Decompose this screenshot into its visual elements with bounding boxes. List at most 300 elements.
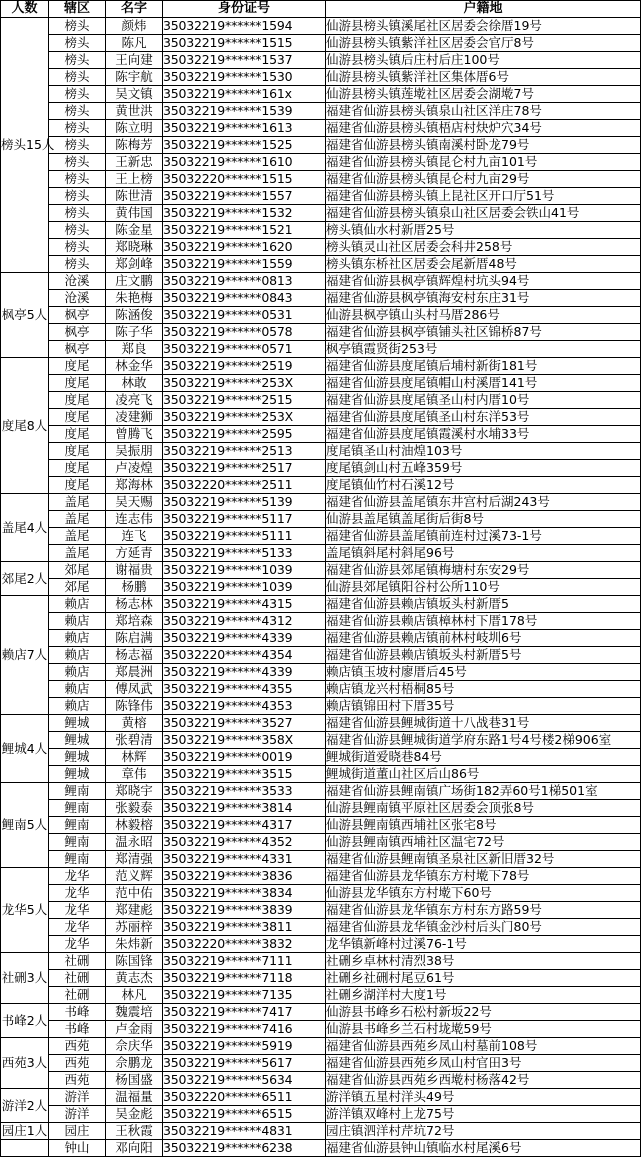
district-cell: 榜头 [49, 86, 106, 103]
district-cell: 度尾 [49, 426, 106, 443]
table-row [1, 392, 641, 409]
district-cell: 郊尾 [49, 579, 106, 596]
table-row [1, 902, 641, 919]
id-number-cell: 35032219******1613 [163, 120, 326, 137]
district-cell: 枫亭 [49, 324, 106, 341]
id-number-cell: 35032219******6515 [163, 1106, 326, 1123]
name-cell: 郑建彪 [106, 902, 163, 919]
id-number-cell: 35032219******2513 [163, 443, 326, 460]
table-row [1, 154, 641, 171]
name-cell: 陈子华 [106, 324, 163, 341]
table-row [1, 766, 641, 783]
id-number-cell: 35032219******1594 [163, 18, 326, 35]
table-row [1, 1055, 641, 1072]
table-row [1, 1021, 641, 1038]
district-cell: 鲤南 [49, 800, 106, 817]
table-row [1, 936, 641, 953]
district-cell: 榜头 [49, 103, 106, 120]
table-row [1, 749, 641, 766]
name-cell: 陈梅芳 [106, 137, 163, 154]
group-count-cell: 郊尾2人 [1, 562, 49, 596]
id-number-cell: 35032219******0531 [163, 307, 326, 324]
name-cell: 颜炜 [106, 18, 163, 35]
id-number-cell: 35032219******0019 [163, 749, 326, 766]
table-row [1, 528, 641, 545]
name-cell: 郑晓琳 [106, 239, 163, 256]
id-number-cell: 35032219******1521 [163, 222, 326, 239]
id-number-cell: 35032219******1532 [163, 205, 326, 222]
district-cell: 沧溪 [49, 273, 106, 290]
district-cell: 度尾 [49, 443, 106, 460]
address-cell: 福建省仙游县钟山镇临水村尾溪6号 [326, 1140, 641, 1157]
address-cell: 福建省仙游县赖店镇坂头村新厝5号 [326, 647, 641, 664]
district-cell: 西苑 [49, 1055, 106, 1072]
name-cell: 杨志福 [106, 647, 163, 664]
address-cell: 仙游县盖尾镇盖尾街后街8号 [326, 511, 641, 528]
name-cell: 杨鹏 [106, 579, 163, 596]
name-cell: 王向建 [106, 52, 163, 69]
address-cell: 赖店镇玉坡村廖厝后45号 [326, 664, 641, 681]
name-cell: 黄榕 [106, 715, 163, 732]
district-cell: 度尾 [49, 409, 106, 426]
name-cell: 陈锋伟 [106, 698, 163, 715]
table-row [1, 103, 641, 120]
table-row [1, 596, 641, 613]
district-cell: 鲤南 [49, 783, 106, 800]
district-cell: 榜头 [49, 239, 106, 256]
table-row [1, 35, 641, 52]
address-cell: 仙游县鲤南镇西埔社区温宅72号 [326, 834, 641, 851]
id-number-cell: 35032219******4317 [163, 817, 326, 834]
table-row [1, 1072, 641, 1089]
name-cell: 方延青 [106, 545, 163, 562]
district-cell: 赖店 [49, 664, 106, 681]
address-cell: 仙游县鲤南镇西埔社区张宅8号 [326, 817, 641, 834]
table-row [1, 1089, 641, 1106]
id-number-cell: 35032220******6511 [163, 1089, 326, 1106]
table-row [1, 273, 641, 290]
id-number-cell: 35032220******4354 [163, 647, 326, 664]
district-cell: 龙华 [49, 936, 106, 953]
district-cell: 度尾 [49, 392, 106, 409]
district-cell: 榜头 [49, 171, 106, 188]
name-cell: 卢金雨 [106, 1021, 163, 1038]
id-number-cell: 35032219******4331 [163, 851, 326, 868]
group-count-cell: 榜头15人 [1, 18, 49, 273]
name-cell: 邓向阳 [106, 1140, 163, 1157]
group-count-cell: 鲤城4人 [1, 715, 49, 783]
district-cell: 龙华 [49, 885, 106, 902]
header-district: 辖区 [49, 1, 106, 18]
name-cell: 林金华 [106, 358, 163, 375]
table-row [1, 341, 641, 358]
district-cell: 赖店 [49, 647, 106, 664]
district-cell: 盖尾 [49, 528, 106, 545]
id-number-cell: 35032219******5117 [163, 511, 326, 528]
name-cell: 杨志林 [106, 596, 163, 613]
id-number-cell: 35032219******253X [163, 375, 326, 392]
address-cell: 福建省仙游县枫亭镇铺头社区锦桥87号 [326, 324, 641, 341]
name-cell: 卢凌煌 [106, 460, 163, 477]
address-cell: 度尾镇圣山村油煌103号 [326, 443, 641, 460]
name-cell: 温永昭 [106, 834, 163, 851]
address-cell: 仙游县鲤南镇平原社区居委会顶张8号 [326, 800, 641, 817]
address-cell: 福建省仙游县榜头镇上昆社区开口厅51号 [326, 188, 641, 205]
district-cell: 榜头 [49, 69, 106, 86]
district-cell: 度尾 [49, 375, 106, 392]
id-number-cell: 35032220******3832 [163, 936, 326, 953]
table-row [1, 256, 641, 273]
address-cell: 榜头镇东桥社区居委会尾新厝48号 [326, 256, 641, 273]
name-cell: 连飞 [106, 528, 163, 545]
district-cell: 赖店 [49, 681, 106, 698]
address-cell: 仙游县榜头镇溪尾社区居委会徐厝19号 [326, 18, 641, 35]
table-row [1, 783, 641, 800]
id-number-cell: 35032219******4315 [163, 596, 326, 613]
name-cell: 张毅泰 [106, 800, 163, 817]
address-cell: 仙游县榜头镇紫洋社区居委会官厅8号 [326, 35, 641, 52]
name-cell: 谢福贵 [106, 562, 163, 579]
district-cell: 枫亭 [49, 307, 106, 324]
name-cell: 陈宇航 [106, 69, 163, 86]
address-cell: 榜头镇仙水村新厝25号 [326, 222, 641, 239]
address-cell: 福建省仙游县枫亭镇海安村东庄31号 [326, 290, 641, 307]
id-number-cell: 35032219******7417 [163, 1004, 326, 1021]
id-number-cell: 35032219******1039 [163, 579, 326, 596]
district-cell: 度尾 [49, 358, 106, 375]
table-row [1, 409, 641, 426]
district-cell: 书峰 [49, 1004, 106, 1021]
id-number-cell: 35032219******3811 [163, 919, 326, 936]
district-cell: 西苑 [49, 1038, 106, 1055]
id-number-cell: 35032219******2519 [163, 358, 326, 375]
name-cell: 陈国锋 [106, 953, 163, 970]
id-number-cell: 35032220******2511 [163, 477, 326, 494]
table-row [1, 834, 641, 851]
address-cell: 福建省仙游县枫亭镇辉煌村坑头94号 [326, 273, 641, 290]
group-count-cell: 龙华5人 [1, 868, 49, 953]
group-count-cell [1, 1140, 49, 1157]
address-cell: 仙游县书峰乡石松村新坂22号 [326, 1004, 641, 1021]
name-cell: 王上榜 [106, 171, 163, 188]
id-number-cell: 35032220******1515 [163, 171, 326, 188]
id-number-cell: 35032219******4339 [163, 630, 326, 647]
id-number-cell: 35032219******2517 [163, 460, 326, 477]
id-number-cell: 35032219******3515 [163, 766, 326, 783]
name-cell: 张碧清 [106, 732, 163, 749]
table-row [1, 630, 641, 647]
district-cell: 鲤城 [49, 732, 106, 749]
name-cell: 凌亮飞 [106, 392, 163, 409]
table-row [1, 579, 641, 596]
id-number-cell: 35032219******7135 [163, 987, 326, 1004]
table-row [1, 290, 641, 307]
address-cell: 仙游县枫亭镇山头村马厝286号 [326, 307, 641, 324]
name-cell: 林敢 [106, 375, 163, 392]
address-cell: 赖店镇龙兴村梧桐85号 [326, 681, 641, 698]
district-cell: 社硎 [49, 970, 106, 987]
group-count-cell: 枫亭5人 [1, 273, 49, 358]
address-cell: 仙游县榜头镇紫洋社区集体厝6号 [326, 69, 641, 86]
id-number-cell: 35032219******1525 [163, 137, 326, 154]
district-cell: 社硎 [49, 987, 106, 1004]
name-cell: 林凡 [106, 987, 163, 1004]
id-number-cell: 35032219******7416 [163, 1021, 326, 1038]
name-cell: 郑良 [106, 341, 163, 358]
address-cell: 福建省仙游县西苑乡西墘村杨落42号 [326, 1072, 641, 1089]
table-row [1, 205, 641, 222]
table-row [1, 477, 641, 494]
name-cell: 吴文镇 [106, 86, 163, 103]
district-cell: 鲤南 [49, 834, 106, 851]
name-cell: 陈凡 [106, 35, 163, 52]
header-name: 名字 [106, 1, 163, 18]
table-row [1, 868, 641, 885]
table-row [1, 52, 641, 69]
address-cell: 度尾镇仙竹村石溪12号 [326, 477, 641, 494]
name-cell: 章伟 [106, 766, 163, 783]
table-row [1, 1123, 641, 1140]
address-cell: 福建省仙游县西苑乡凤山村墓前108号 [326, 1038, 641, 1055]
table-row [1, 69, 641, 86]
table-row [1, 647, 641, 664]
table-body [1, 18, 641, 1157]
address-cell: 福建省仙游县赖店镇前林村岐圳6号 [326, 630, 641, 647]
table-row [1, 1004, 641, 1021]
address-cell: 福建省仙游县榜头镇南溪村卧龙79号 [326, 137, 641, 154]
id-number-cell: 35032219******1559 [163, 256, 326, 273]
header-id: 身份证号 [163, 1, 326, 18]
address-cell: 赖店镇锦田村下厝35号 [326, 698, 641, 715]
id-number-cell: 35032219******4339 [163, 664, 326, 681]
district-cell: 鲤城 [49, 749, 106, 766]
id-number-cell: 35032219******1610 [163, 154, 326, 171]
table-row [1, 732, 641, 749]
id-number-cell: 35032219******7118 [163, 970, 326, 987]
address-cell: 枫亭镇霞贤街253号 [326, 341, 641, 358]
address-cell: 鲤城街道爱晓巷84号 [326, 749, 641, 766]
district-cell: 盖尾 [49, 511, 106, 528]
id-number-cell: 35032219******6238 [163, 1140, 326, 1157]
district-cell: 龙华 [49, 902, 106, 919]
table-row [1, 171, 641, 188]
table-row [1, 443, 641, 460]
address-cell: 仙游县榜头镇莲墘社区居委会湖墘7号 [326, 86, 641, 103]
table-row [1, 120, 641, 137]
table-row [1, 851, 641, 868]
id-number-cell: 35032219******4355 [163, 681, 326, 698]
name-cell: 佘鹏龙 [106, 1055, 163, 1072]
table-row [1, 86, 641, 103]
name-cell: 郑剑峰 [106, 256, 163, 273]
table-row [1, 1140, 641, 1157]
id-number-cell: 35032219******3527 [163, 715, 326, 732]
district-cell: 盖尾 [49, 545, 106, 562]
district-cell: 榜头 [49, 205, 106, 222]
district-cell: 书峰 [49, 1021, 106, 1038]
district-cell: 西苑 [49, 1072, 106, 1089]
district-cell: 社硎 [49, 953, 106, 970]
address-cell: 福建省仙游县盖尾镇东井宫村后湖243号 [326, 494, 641, 511]
table-row [1, 953, 641, 970]
table-row [1, 307, 641, 324]
name-cell: 林毅榕 [106, 817, 163, 834]
id-number-cell: 35032219******0571 [163, 341, 326, 358]
address-cell: 福建省仙游县赖店镇坂头村新厝5 [326, 596, 641, 613]
address-cell: 园庄镇泗洋村芹坑72号 [326, 1123, 641, 1140]
address-cell: 福建省仙游县榜头镇昆仑村九亩29号 [326, 171, 641, 188]
name-cell: 陈启满 [106, 630, 163, 647]
id-number-cell: 35032219******4312 [163, 613, 326, 630]
id-number-cell: 35032219******358X [163, 732, 326, 749]
name-cell: 佘庆华 [106, 1038, 163, 1055]
district-cell: 鲤城 [49, 715, 106, 732]
table-row [1, 715, 641, 732]
table-row [1, 511, 641, 528]
id-number-cell: 35032219******1539 [163, 103, 326, 120]
id-number-cell: 35032219******5617 [163, 1055, 326, 1072]
id-number-cell: 35032219******3836 [163, 868, 326, 885]
address-cell: 福建省仙游县龙华镇金沙村后头门80号 [326, 919, 641, 936]
table-row [1, 681, 641, 698]
id-number-cell: 35032219******3839 [163, 902, 326, 919]
district-cell: 榜头 [49, 35, 106, 52]
id-number-cell: 35032219******3814 [163, 800, 326, 817]
table-row [1, 18, 641, 35]
name-cell: 陈世清 [106, 188, 163, 205]
district-cell: 游洋 [49, 1089, 106, 1106]
id-number-cell: 35032219******4353 [163, 698, 326, 715]
district-cell: 盖尾 [49, 494, 106, 511]
address-cell: 福建省仙游县鲤城街道学府东路1号4号楼2梯906室 [326, 732, 641, 749]
name-cell: 朱炜新 [106, 936, 163, 953]
district-cell: 榜头 [49, 188, 106, 205]
group-count-cell: 鲤南5人 [1, 783, 49, 868]
table-row [1, 885, 641, 902]
table-row [1, 222, 641, 239]
address-cell: 龙华镇新峰村过溪76-1号 [326, 936, 641, 953]
district-cell: 郊尾 [49, 562, 106, 579]
address-cell: 福建省仙游县度尾镇霞溪村水埔33号 [326, 426, 641, 443]
district-cell: 赖店 [49, 698, 106, 715]
address-cell: 仙游县郊尾镇阳谷村公所110号 [326, 579, 641, 596]
table-row [1, 1106, 641, 1123]
address-cell: 鲤城街道董山社区后山86号 [326, 766, 641, 783]
name-cell: 温福量 [106, 1089, 163, 1106]
table-row [1, 817, 641, 834]
address-cell: 社硎乡卓林村清烈38号 [326, 953, 641, 970]
name-cell: 吴天赐 [106, 494, 163, 511]
group-count-cell: 盖尾4人 [1, 494, 49, 562]
group-count-cell: 赖店7人 [1, 596, 49, 715]
name-cell: 郑培森 [106, 613, 163, 630]
name-cell: 凌建狮 [106, 409, 163, 426]
id-number-cell: 35032219******1515 [163, 35, 326, 52]
header-row [1, 1, 641, 18]
district-cell: 榜头 [49, 120, 106, 137]
table-row [1, 562, 641, 579]
address-cell: 福建省仙游县鲤南镇圣泉社区新旧厝32号 [326, 851, 641, 868]
address-cell: 福建省仙游县鲤南镇广场街182弄60号1梯501室 [326, 783, 641, 800]
id-number-cell: 35032219******5139 [163, 494, 326, 511]
table-row [1, 460, 641, 477]
name-cell: 郑晓宇 [106, 783, 163, 800]
id-number-cell: 35032219******1620 [163, 239, 326, 256]
table-row [1, 239, 641, 256]
name-cell: 吴金彪 [106, 1106, 163, 1123]
address-cell: 福建省仙游县度尾镇帽山村溪厝141号 [326, 375, 641, 392]
address-cell: 社硎乡湖洋村大度1号 [326, 987, 641, 1004]
address-cell: 仙游县龙华镇东方村墘下60号 [326, 885, 641, 902]
group-count-cell: 社硎3人 [1, 953, 49, 1004]
table-row [1, 188, 641, 205]
id-number-cell: 35032219******1557 [163, 188, 326, 205]
table-row [1, 664, 641, 681]
address-cell: 度尾镇剑山村五峰359号 [326, 460, 641, 477]
table-row [1, 919, 641, 936]
name-cell: 郑晨洲 [106, 664, 163, 681]
table-row [1, 358, 641, 375]
address-cell: 社硎乡社硎村尾豆61号 [326, 970, 641, 987]
district-cell: 赖店 [49, 596, 106, 613]
name-cell: 郑清强 [106, 851, 163, 868]
id-number-cell: 35032219******5111 [163, 528, 326, 545]
address-cell: 福建省仙游县度尾镇圣山村东洋53号 [326, 409, 641, 426]
header-count: 人数 [1, 1, 49, 18]
address-cell: 福建省仙游县度尾镇后埔村新街181号 [326, 358, 641, 375]
table-row [1, 494, 641, 511]
table-row [1, 613, 641, 630]
district-cell: 鲤城 [49, 766, 106, 783]
table-row [1, 324, 641, 341]
address-cell: 福建省仙游县鲤城街道十八战巷31号 [326, 715, 641, 732]
district-cell: 榜头 [49, 137, 106, 154]
address-cell: 福建省仙游县郊尾镇梅塘村东安29号 [326, 562, 641, 579]
name-cell: 林辉 [106, 749, 163, 766]
address-cell: 福建省仙游县盖尾镇前连村过溪73-1号 [326, 528, 641, 545]
name-cell: 朱艳梅 [106, 290, 163, 307]
address-cell: 福建省仙游县龙华镇东方村墘下78号 [326, 868, 641, 885]
address-cell: 福建省仙游县龙华镇东方村东方路59号 [326, 902, 641, 919]
table-row [1, 545, 641, 562]
name-cell: 傅凤武 [106, 681, 163, 698]
table-row [1, 800, 641, 817]
name-cell: 黄志杰 [106, 970, 163, 987]
address-cell: 福建省仙游县榜头镇泉山社区洋庄78号 [326, 103, 641, 120]
name-cell: 陈金星 [106, 222, 163, 239]
table-row [1, 987, 641, 1004]
address-cell: 游洋镇双峰村上龙75号 [326, 1106, 641, 1123]
district-cell: 游洋 [49, 1106, 106, 1123]
name-cell: 曾腾飞 [106, 426, 163, 443]
district-cell: 园庄 [49, 1123, 106, 1140]
district-cell: 鲤南 [49, 817, 106, 834]
district-cell: 榜头 [49, 256, 106, 273]
table-row [1, 375, 641, 392]
address-cell: 游洋镇五星村洋头49号 [326, 1089, 641, 1106]
id-number-cell: 35032219******1039 [163, 562, 326, 579]
id-number-cell: 35032219******5133 [163, 545, 326, 562]
district-cell: 赖店 [49, 613, 106, 630]
id-number-cell: 35032219******0843 [163, 290, 326, 307]
group-count-cell: 园庄1人 [1, 1123, 48, 1138]
id-number-cell: 35032219******3834 [163, 885, 326, 902]
id-number-cell: 35032219******0813 [163, 273, 326, 290]
address-cell: 福建省仙游县赖店镇樟林村下厝178号 [326, 613, 641, 630]
group-count-cell: 度尾8人 [1, 358, 49, 494]
table-row [1, 970, 641, 987]
district-cell: 沧溪 [49, 290, 106, 307]
